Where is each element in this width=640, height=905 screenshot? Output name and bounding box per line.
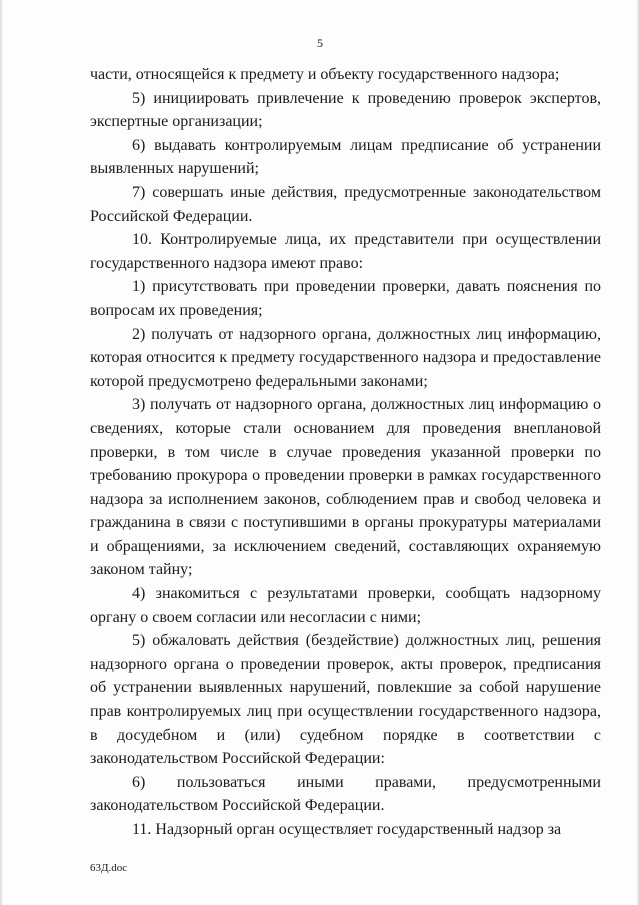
page-left-edge xyxy=(0,0,3,905)
paragraph-item-5-experts: 5) инициировать привлечение к проведению проверок экспертов, экспертные организации; xyxy=(90,89,601,131)
paragraph-right-2: 2) получать от надзорного органа, должностных лиц информацию, которая относится к предмету государственного надзора и предоставление которой предусмотрено федеральными законами; xyxy=(90,325,601,390)
paragraph-right-5: 5) обжаловать действия (бездействие) должностных лиц, решения надзорного органа о проведении проверок, акты проверок, предписания об устранении выявленных нарушений, повлекшие за собой нарушение прав контролируемых лиц при осуществлении государственного надзора, в досудебном и (или) судебном порядке в соответствии с законодательством Российской Федерации: xyxy=(90,632,601,768)
paragraph-continuation: части, относящейся к предмету и объекту государственного надзора; xyxy=(90,66,560,83)
paragraph-right-6: 6) пользоваться иными правами, предусмотренными законодательством Российской Федерации. xyxy=(90,773,601,815)
document-body xyxy=(90,63,601,842)
paragraph-clause-11: 11. Надзорный орган осуществляет государственный надзор за xyxy=(132,821,562,838)
paragraph-item-6-orders: 6) выдавать контролируемым лицам предписание об устранении выявленных нарушений; xyxy=(90,136,601,178)
page-right-edge xyxy=(636,0,640,905)
paragraph-right-1: 1) присутствовать при проведении проверки, давать пояснения по вопросам их проведения; xyxy=(90,278,601,319)
footer-filename: 63Д.doc xyxy=(90,862,128,874)
paragraph-item-7-other-actions: 7) совершать иные действия, предусмотренные законодательством Российской Федерации. xyxy=(90,183,601,225)
paragraph-clause-10: 10. Контролируемые лица, их представители при осуществлении государственного надзора имеют право: xyxy=(90,231,601,272)
paragraph-right-3: 3) получать от надзорного органа, должностных лиц информацию о сведениях, которые стали основанием для проведения внеплановой проверки, в том числе в случае проведения указанной проверки по требованию прокурора о проведении проверки в рамках государственного надзора за исполнением законов, соблюдением прав и свобод человека и гражданина в связи с поступившими в органы прокуратуры материалами и обращениями, за исключением сведений, составляющих охраняемую законом тайну; xyxy=(90,396,601,579)
paragraph-right-4: 4) знакомиться с результатами проверки, сообщать надзорному органу о своем согласии или несогласии с ними; xyxy=(90,585,601,626)
page-number: 5 xyxy=(317,36,323,50)
